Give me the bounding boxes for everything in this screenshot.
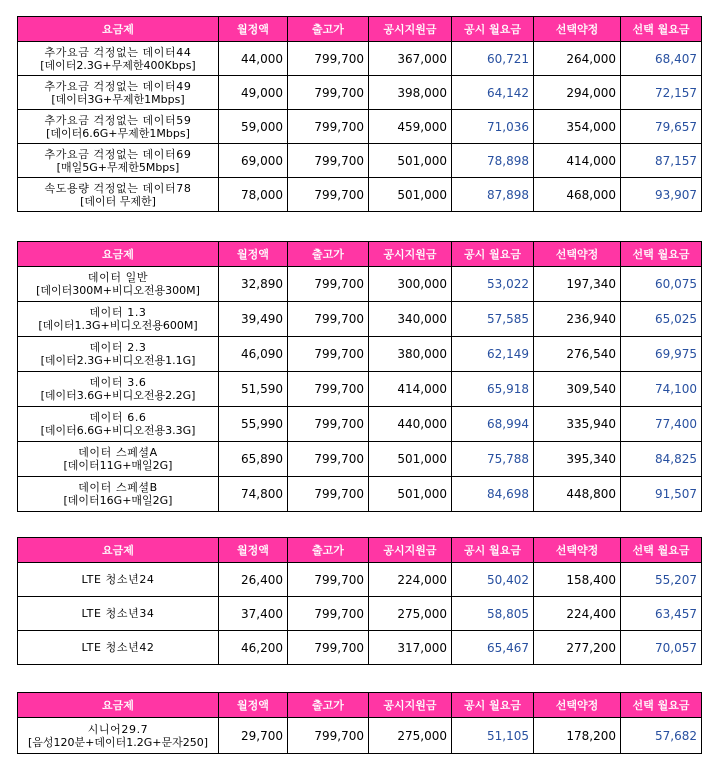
selective-contract: 277,200 <box>534 631 621 665</box>
subsidy-monthly: 64,142 <box>452 76 534 110</box>
selective-contract: 414,000 <box>534 144 621 178</box>
subsidy-monthly: 65,467 <box>452 631 534 665</box>
subsidy-monthly: 50,402 <box>452 563 534 597</box>
release-price: 799,700 <box>288 477 369 512</box>
subsidy: 224,000 <box>369 563 452 597</box>
subsidy-monthly: 58,805 <box>452 597 534 631</box>
monthly-fee: 32,890 <box>219 267 288 302</box>
table-row <box>18 631 702 665</box>
plan-name-cell: 데이터 6.6 [데이터6.6G+비디오전용3.3G] <box>18 407 219 442</box>
monthly-fee: 51,590 <box>219 372 288 407</box>
selective-contract: 354,000 <box>534 110 621 144</box>
header-subsidy-monthly: 공시 월요금 <box>452 538 534 563</box>
monthly-fee: 69,000 <box>219 144 288 178</box>
plan-name-cell: 속도용량 걱정없는 데이터78 [데이터 무제한] <box>18 178 219 212</box>
header-subsidy-monthly: 공시 월요금 <box>452 17 534 42</box>
selective-monthly: 87,157 <box>621 144 702 178</box>
selective-contract: 224,400 <box>534 597 621 631</box>
table-row <box>18 563 702 597</box>
release-price: 799,700 <box>288 110 369 144</box>
subsidy-monthly: 68,994 <box>452 407 534 442</box>
release-price: 799,700 <box>288 302 369 337</box>
subsidy-monthly: 87,898 <box>452 178 534 212</box>
header-monthly-fee: 월정액 <box>219 17 288 42</box>
monthly-fee: 46,090 <box>219 337 288 372</box>
subsidy: 501,000 <box>369 144 452 178</box>
subsidy-monthly: 60,721 <box>452 42 534 76</box>
selective-contract: 335,940 <box>534 407 621 442</box>
subsidy: 340,000 <box>369 302 452 337</box>
subsidy-monthly: 65,918 <box>452 372 534 407</box>
subsidy: 367,000 <box>369 42 452 76</box>
selective-contract: 294,000 <box>534 76 621 110</box>
header-plan: 요금제 <box>18 538 219 563</box>
subsidy-monthly: 57,585 <box>452 302 534 337</box>
selective-monthly: 72,157 <box>621 76 702 110</box>
monthly-fee: 29,700 <box>219 718 288 754</box>
selective-contract: 264,000 <box>534 42 621 76</box>
selective-monthly: 57,682 <box>621 718 702 754</box>
selective-monthly: 84,825 <box>621 442 702 477</box>
header-selective-contract: 선택약정 <box>534 693 621 718</box>
selective-monthly: 55,207 <box>621 563 702 597</box>
header-release-price: 출고가 <box>288 17 369 42</box>
subsidy: 300,000 <box>369 267 452 302</box>
monthly-fee: 59,000 <box>219 110 288 144</box>
selective-monthly: 65,025 <box>621 302 702 337</box>
table-row <box>18 178 702 212</box>
selective-contract: 236,940 <box>534 302 621 337</box>
table-row <box>18 477 702 512</box>
selective-contract: 309,540 <box>534 372 621 407</box>
plan-table-3 <box>17 537 702 665</box>
subsidy: 459,000 <box>369 110 452 144</box>
selective-contract: 468,000 <box>534 178 621 212</box>
plan-name-cell: LTE 청소년34 <box>18 597 219 631</box>
table-row <box>18 76 702 110</box>
monthly-fee: 39,490 <box>219 302 288 337</box>
monthly-fee: 49,000 <box>219 76 288 110</box>
monthly-fee: 37,400 <box>219 597 288 631</box>
monthly-fee: 74,800 <box>219 477 288 512</box>
table-row <box>18 302 702 337</box>
release-price: 799,700 <box>288 442 369 477</box>
selective-monthly: 70,057 <box>621 631 702 665</box>
header-plan: 요금제 <box>18 693 219 718</box>
release-price: 799,700 <box>288 631 369 665</box>
selective-monthly: 63,457 <box>621 597 702 631</box>
subsidy-monthly: 84,698 <box>452 477 534 512</box>
subsidy: 380,000 <box>369 337 452 372</box>
table-header-row <box>18 693 702 718</box>
table-row <box>18 144 702 178</box>
selective-monthly: 77,400 <box>621 407 702 442</box>
selective-contract: 395,340 <box>534 442 621 477</box>
header-plan: 요금제 <box>18 17 219 42</box>
release-price: 799,700 <box>288 337 369 372</box>
table-header-row <box>18 538 702 563</box>
selective-contract: 158,400 <box>534 563 621 597</box>
selective-contract: 197,340 <box>534 267 621 302</box>
release-price: 799,700 <box>288 76 369 110</box>
subsidy-monthly: 51,105 <box>452 718 534 754</box>
subsidy: 317,000 <box>369 631 452 665</box>
header-subsidy: 공시지원금 <box>369 242 452 267</box>
header-selective-monthly: 선택 월요금 <box>621 693 702 718</box>
monthly-fee: 65,890 <box>219 442 288 477</box>
subsidy: 275,000 <box>369 597 452 631</box>
header-monthly-fee: 월정액 <box>219 693 288 718</box>
plan-name-cell: 데이터 스페셜B [데이터16G+매일2G] <box>18 477 219 512</box>
header-selective-contract: 선택약정 <box>534 538 621 563</box>
header-selective-contract: 선택약정 <box>534 17 621 42</box>
header-release-price: 출고가 <box>288 242 369 267</box>
release-price: 799,700 <box>288 563 369 597</box>
subsidy: 414,000 <box>369 372 452 407</box>
plan-name-cell: 데이터 일반 [데이터300M+비디오전용300M] <box>18 267 219 302</box>
table-row <box>18 597 702 631</box>
subsidy-monthly: 62,149 <box>452 337 534 372</box>
plan-name-cell: 데이터 2.3 [데이터2.3G+비디오전용1.1G] <box>18 337 219 372</box>
subsidy: 440,000 <box>369 407 452 442</box>
table-row <box>18 337 702 372</box>
header-monthly-fee: 월정액 <box>219 538 288 563</box>
subsidy: 501,000 <box>369 178 452 212</box>
plan-name-cell: 데이터 3.6 [데이터3.6G+비디오전용2.2G] <box>18 372 219 407</box>
release-price: 799,700 <box>288 42 369 76</box>
table-row <box>18 110 702 144</box>
release-price: 799,700 <box>288 178 369 212</box>
release-price: 799,700 <box>288 267 369 302</box>
selective-monthly: 68,407 <box>621 42 702 76</box>
subsidy: 501,000 <box>369 477 452 512</box>
plan-table-1 <box>17 16 702 212</box>
selective-monthly: 79,657 <box>621 110 702 144</box>
selective-monthly: 74,100 <box>621 372 702 407</box>
table-header-row <box>18 242 702 267</box>
release-price: 799,700 <box>288 407 369 442</box>
selective-monthly: 60,075 <box>621 267 702 302</box>
subsidy: 275,000 <box>369 718 452 754</box>
header-subsidy: 공시지원금 <box>369 538 452 563</box>
release-price: 799,700 <box>288 718 369 754</box>
header-selective-monthly: 선택 월요금 <box>621 17 702 42</box>
table-row <box>18 718 702 754</box>
header-release-price: 출고가 <box>288 538 369 563</box>
header-selective-monthly: 선택 월요금 <box>621 242 702 267</box>
selective-contract: 276,540 <box>534 337 621 372</box>
selective-monthly: 69,975 <box>621 337 702 372</box>
table-row <box>18 42 702 76</box>
header-subsidy-monthly: 공시 월요금 <box>452 693 534 718</box>
table-row <box>18 267 702 302</box>
header-subsidy: 공시지원금 <box>369 693 452 718</box>
table-row <box>18 372 702 407</box>
release-price: 799,700 <box>288 372 369 407</box>
header-selective-contract: 선택약정 <box>534 242 621 267</box>
release-price: 799,700 <box>288 144 369 178</box>
monthly-fee: 55,990 <box>219 407 288 442</box>
table-row <box>18 407 702 442</box>
subsidy: 501,000 <box>369 442 452 477</box>
subsidy-monthly: 53,022 <box>452 267 534 302</box>
header-monthly-fee: 월정액 <box>219 242 288 267</box>
plan-name-cell: 추가요금 걱정없는 데이터59 [데이터6.6G+무제한1Mbps] <box>18 110 219 144</box>
selective-contract: 178,200 <box>534 718 621 754</box>
plan-name-cell: 추가요금 걱정없는 데이터49 [데이터3G+무제한1Mbps] <box>18 76 219 110</box>
header-selective-monthly: 선택 월요금 <box>621 538 702 563</box>
monthly-fee: 44,000 <box>219 42 288 76</box>
plan-name-cell: LTE 청소년24 <box>18 563 219 597</box>
header-subsidy: 공시지원금 <box>369 17 452 42</box>
plan-name-cell: 데이터 1.3 [데이터1.3G+비디오전용600M] <box>18 302 219 337</box>
plan-name-cell: 추가요금 걱정없는 데이터69 [매일5G+무제한5Mbps] <box>18 144 219 178</box>
monthly-fee: 78,000 <box>219 178 288 212</box>
plan-name-cell: 데이터 스페셜A [데이터11G+매일2G] <box>18 442 219 477</box>
monthly-fee: 26,400 <box>219 563 288 597</box>
selective-monthly: 93,907 <box>621 178 702 212</box>
header-subsidy-monthly: 공시 월요금 <box>452 242 534 267</box>
plan-table-2 <box>17 241 702 512</box>
selective-contract: 448,800 <box>534 477 621 512</box>
release-price: 799,700 <box>288 597 369 631</box>
header-release-price: 출고가 <box>288 693 369 718</box>
plan-table-4 <box>17 692 702 754</box>
header-plan: 요금제 <box>18 242 219 267</box>
plan-name-cell: 시니어29.7 [음성120분+데이터1.2G+문자250] <box>18 718 219 754</box>
table-row <box>18 442 702 477</box>
plan-name-cell: LTE 청소년42 <box>18 631 219 665</box>
subsidy-monthly: 78,898 <box>452 144 534 178</box>
selective-monthly: 91,507 <box>621 477 702 512</box>
plan-name-cell: 추가요금 걱정없는 데이터44 [데이터2.3G+무제한400Kbps] <box>18 42 219 76</box>
monthly-fee: 46,200 <box>219 631 288 665</box>
subsidy: 398,000 <box>369 76 452 110</box>
subsidy-monthly: 71,036 <box>452 110 534 144</box>
table-header-row <box>18 17 702 42</box>
subsidy-monthly: 75,788 <box>452 442 534 477</box>
